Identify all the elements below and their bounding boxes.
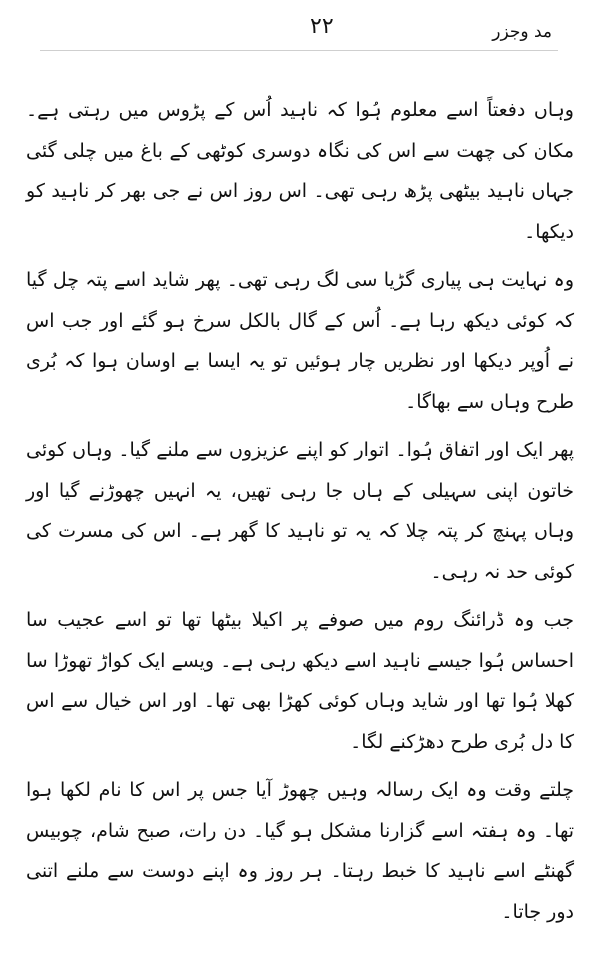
header-divider	[40, 50, 558, 51]
paragraph-2: وہ نہایت ہی پیاری گڑیا سی لگ رہی تھی۔ پھر شاید اسے پتہ چل گیا کہ کوئی دیکھ رہا ہے۔ اُس کے گال بالکل سرخ ہو گئے اور جب اس نے اُوپر دیکھا اور نظریں چار ہوئیں تو یہ ایسا بے اوسان ہوا کہ بُری طرح وہاں سے بھاگا۔	[26, 269, 574, 413]
page-number: ۲۲	[310, 14, 334, 39]
paragraph-5: چلتے وقت وہ ایک رسالہ وہیں چھوڑ آیا جس پر اس کا نام لکھا ہوا تھا۔ وہ ہفتہ اسے گزارنا مشکل ہو گیا۔ دن رات، صبح شام، چوبیس گھنٹے اسے ناہید کا خبط رہتا۔ ہر روز وہ اپنے دوست سے ملنے اتنی دور جاتا۔	[26, 779, 574, 923]
page-header	[20, 0, 578, 62]
page-body	[20, 62, 578, 932]
paragraph-1: وہاں دفعتاً اسے معلوم ہُوا کہ ناہید اُس کے پڑوس میں رہتی ہے۔ مکان کی چھت سے اس کی نگاہ دوسری کوٹھی کے باغ میں چلی گئی جہاں ناہید بیٹھی پڑھ رہی تھی۔ اس روز اس نے جی بھر کر ناہید کو دیکھا۔	[26, 99, 574, 243]
paragraph-4: جب وہ ڈرائنگ روم میں صوفے پر اکیلا بیٹھا تھا تو اسے عجیب سا احساس ہُوا جیسے ناہید اسے دیکھ رہی ہے۔ ویسے ایک کواڑ تھوڑا سا کھلا ہُوا تھا اور شاید وہاں کوئی کھڑا بھی تھا۔ اور اس خیال سے اس کا دل بُری طرح دھڑکنے لگا۔	[26, 609, 574, 753]
running-title: مد وجزر	[492, 22, 552, 42]
paragraph-3: پھر ایک اور اتفاق ہُوا۔ اتوار کو اپنے عزیزوں سے ملنے گیا۔ وہاں کوئی خاتون اپنی سہیلی کے ہاں جا رہی تھیں، یہ انہیں چھوڑنے گیا اور وہاں پہنچ کر پتہ چلا کہ یہ تو ناہید کا گھر ہے۔ اس کی مسرت کی کوئی حد نہ رہی۔	[26, 439, 574, 583]
